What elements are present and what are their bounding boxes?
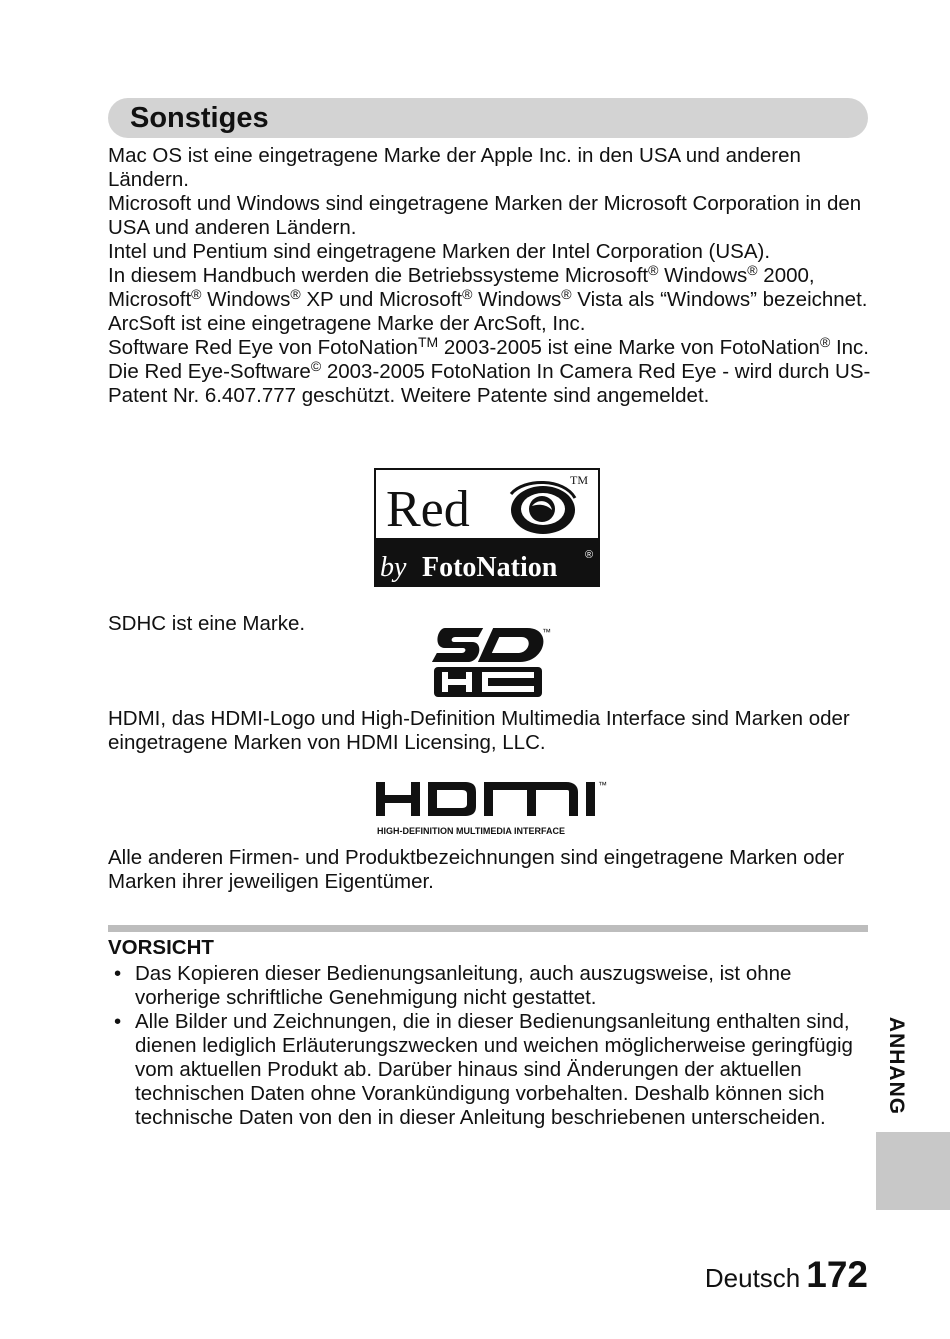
svg-text:FotoNation: FotoNation xyxy=(422,552,558,583)
section-header xyxy=(108,98,868,138)
trademark-intel: Intel und Pentium sind eingetragene Marken der Intel Corporation (USA). xyxy=(108,240,771,263)
trademark-microsoft: Microsoft und Windows sind eingetragene Marken der Microsoft Corporation in den USA und anderen Ländern. xyxy=(108,192,862,239)
footer-language: Deutsch xyxy=(704,1263,801,1293)
trademark-mac: Mac OS ist eine eingetragene Marke der Apple Inc. in den USA und anderen Ländern. xyxy=(108,144,801,191)
trademark-redeye: Software Red Eye von FotoNation™ 2003-2005 ist eine Marke von FotoNation® Inc. xyxy=(108,334,870,359)
caution-list xyxy=(108,962,878,1130)
sdhc-logo xyxy=(432,624,558,698)
section-divider xyxy=(108,925,868,932)
caution-item: • Alle Bilder und Zeichnungen, die in dieser Bedienungsanleitung enthalten sind, dienen lediglich Erläuterungszwecken und weichen möglicherweise geringfügig vom aktuellen Produkt ab. Darüber hinaus sind Änderungen der aktuellen technischen Daten ohne Vorankündigung vorbehalten. Deshalb können sich technische Daten von den in dieser Anleitung beschriebenen unterscheiden. xyxy=(114,1010,853,1129)
hdmi-logo xyxy=(376,776,612,838)
trademark-paragraphs xyxy=(108,144,878,408)
hdmi-text: HDMI, das HDMI-Logo und High-Definition Multimedia Interface sind Marken oder eingetragene Marken von HDMI Licensing, LLC. xyxy=(108,707,850,754)
side-tab-label: ANHANG xyxy=(885,1016,908,1116)
trademark-arcsoft: ArcSoft ist eine eingetragene Marke der ArcSoft, Inc. xyxy=(108,312,586,335)
svg-text:Red: Red xyxy=(386,481,470,538)
trademark-windows: In diesem Handbuch werden die Betriebssysteme Microsoft® Windows® 2000, Microsoft® Windows® XP und Microsoft® Windows® Vista als “Windows” bezeichnet. xyxy=(108,262,868,311)
svg-text:™: ™ xyxy=(598,780,607,790)
caution-title: VORSICHT xyxy=(108,936,214,959)
bullet-icon: • xyxy=(114,962,122,985)
others-text: Alle anderen Firmen- und Produktbezeichnungen sind eingetragene Marken oder Marken ihrer jeweiligen Eigentümer. xyxy=(108,846,845,893)
bullet-icon: • xyxy=(114,1010,122,1033)
page-number: 172 xyxy=(806,1254,868,1295)
red-eye-fotonation-logo xyxy=(374,468,600,587)
svg-text:TM: TM xyxy=(570,473,588,487)
side-tab-marker xyxy=(876,1132,950,1210)
sdhc-text: SDHC ist eine Marke. xyxy=(108,612,306,635)
svg-text:by: by xyxy=(380,552,407,583)
section-title: Sonstiges xyxy=(130,102,269,134)
svg-text:®: ® xyxy=(585,549,594,561)
page-footer xyxy=(705,1254,868,1296)
trademark-patent: Die Red Eye-Software© 2003-2005 FotoNation In Camera Red Eye - wird durch US-Patent Nr. 6.407.777 geschützt. Weitere Patente sind angemeldet. xyxy=(108,358,871,407)
caution-item: • Das Kopieren dieser Bedienungsanleitung, auch auszugsweise, ist ohne vorherige schriftliche Genehmigung nicht gestattet. xyxy=(114,962,792,1009)
svg-text:HIGH-DEFINITION MULTIMEDIA INT: HIGH-DEFINITION MULTIMEDIA INTERFACE xyxy=(377,826,565,836)
svg-text:™: ™ xyxy=(542,627,551,637)
